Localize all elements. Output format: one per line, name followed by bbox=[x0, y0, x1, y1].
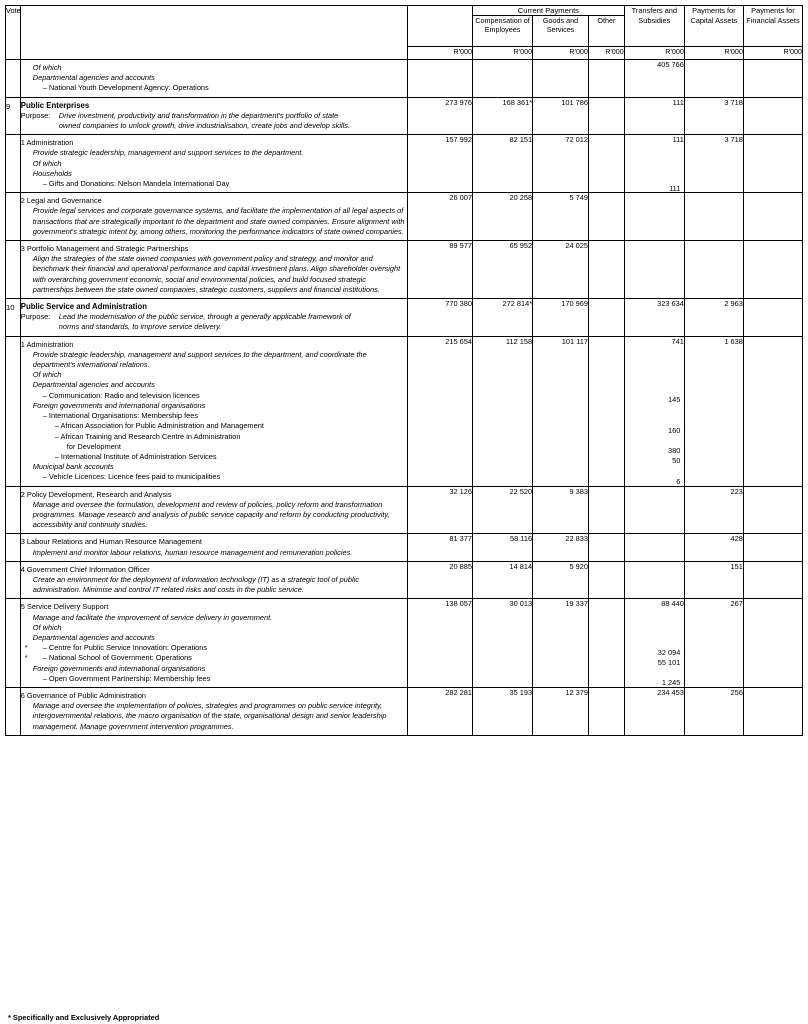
cell-compensation bbox=[473, 60, 533, 98]
header-other: Other bbox=[588, 16, 624, 47]
cell-total bbox=[407, 60, 472, 98]
cell-financial bbox=[743, 193, 802, 241]
detail-value: 55 101 bbox=[657, 657, 681, 667]
detail-line: Of which bbox=[32, 622, 62, 632]
cell-compensation: 272 814* bbox=[473, 299, 533, 337]
cell-total: 770 380 bbox=[407, 299, 472, 337]
detail-line: – African Training and Research Centre in Administration bbox=[54, 431, 241, 441]
cell-transfers: 111 bbox=[624, 135, 684, 193]
header-total-blank bbox=[407, 6, 472, 47]
programme-description: Provide strategic leadership, management and support services to the department. bbox=[32, 148, 304, 158]
cell-goods-services: 101 786 bbox=[533, 97, 589, 135]
programme-description: Provide strategic leadership, management and support services to the department, and coordinate the department's international relations. bbox=[32, 349, 367, 370]
cell-description bbox=[20, 336, 407, 486]
cell-capital: 256 bbox=[684, 687, 743, 735]
cell-other bbox=[588, 687, 624, 735]
cell-vote-number bbox=[6, 336, 21, 486]
cell-compensation: 22 520 bbox=[473, 486, 533, 534]
cell-goods-services: 24 025 bbox=[533, 241, 589, 299]
cell-vote-number bbox=[6, 241, 21, 299]
detail-line: Of which bbox=[32, 63, 62, 72]
cell-transfers: 111 bbox=[624, 97, 684, 135]
unit-other: R'000 bbox=[588, 47, 624, 60]
cell-description bbox=[20, 97, 407, 135]
cell-financial bbox=[743, 687, 802, 735]
table-row bbox=[6, 299, 803, 337]
header-row-top bbox=[6, 6, 803, 16]
cell-goods-services bbox=[533, 60, 589, 98]
detail-line: Municipal bank accounts bbox=[32, 462, 114, 472]
detail-line: Foreign governments and international organisations bbox=[32, 400, 206, 410]
cell-capital: 2 963 bbox=[684, 299, 743, 337]
cell-vote-number bbox=[6, 135, 21, 193]
cell-vote-number bbox=[6, 534, 21, 561]
cell-vote-number: 9 bbox=[6, 97, 21, 135]
cell-description bbox=[20, 135, 407, 193]
detail-line: – Gifts and Donations: Nelson Mandela International Day bbox=[42, 179, 230, 189]
cell-compensation: 58 116 bbox=[473, 534, 533, 561]
cell-transfers: 323 634 bbox=[624, 299, 684, 337]
cell-goods-services: 5 749 bbox=[533, 193, 589, 241]
header-current-payments: Current Payments bbox=[473, 6, 625, 16]
detail-line: – National Youth Development Agency: Operations bbox=[42, 83, 209, 93]
cell-transfers: 405 766 bbox=[624, 60, 684, 98]
cell-capital: 3 718 bbox=[684, 97, 743, 135]
cell-goods-services: 12 379 bbox=[533, 687, 589, 735]
detail-line: – Communication: Radio and television licences bbox=[42, 390, 200, 400]
detail-value: 6 bbox=[676, 476, 681, 486]
header-goods-services: Goods and Services bbox=[533, 16, 589, 47]
detail-line: – International Institute of Administration Services bbox=[54, 451, 217, 461]
cell-financial bbox=[743, 599, 802, 688]
programme-title: 4 Government Chief Information Officer bbox=[20, 564, 150, 574]
purpose-text: Drive investment, productivity and transformation in the department's portfolio of state owned companies to unlock growth, drive industrialisation, create jobs and develop skills. bbox=[58, 110, 351, 131]
programme-description: Create an environment for the deployment of information technology (IT) as a strategic tool of public administration. Minimise and control IT related risks and costs in the public service. bbox=[32, 574, 359, 595]
cell-other bbox=[588, 561, 624, 599]
cell-goods-services: 19 337 bbox=[533, 599, 589, 688]
cell-goods-services: 170 969 bbox=[533, 299, 589, 337]
programme-title: 3 Portfolio Management and Strategic Partnerships bbox=[20, 244, 189, 254]
cell-description bbox=[20, 299, 407, 337]
cell-other bbox=[588, 336, 624, 486]
cell-capital: 151 bbox=[684, 561, 743, 599]
cell-vote-number bbox=[6, 193, 21, 241]
detail-line: – African Association for Public Administration and Management bbox=[54, 421, 264, 431]
programme-description: Implement and monitor labour relations, human resource management and remuneration policies. bbox=[32, 547, 353, 557]
cell-other bbox=[588, 299, 624, 337]
cell-transfers bbox=[624, 561, 684, 599]
cell-vote-number: 10 bbox=[6, 299, 21, 337]
cell-total: 273 976 bbox=[407, 97, 472, 135]
detail-line: Departmental agencies and accounts bbox=[32, 380, 155, 390]
table-row bbox=[6, 60, 803, 98]
cell-description bbox=[20, 193, 407, 241]
table-row bbox=[6, 336, 803, 486]
header-spacer bbox=[20, 6, 407, 60]
detail-value: 32 094 bbox=[657, 647, 681, 657]
cell-compensation: 14 814 bbox=[473, 561, 533, 599]
detail-value: 145 bbox=[668, 395, 681, 405]
cell-transfers bbox=[624, 534, 684, 561]
cell-other bbox=[588, 486, 624, 534]
cell-compensation: 82 151 bbox=[473, 135, 533, 193]
cell-financial bbox=[743, 534, 802, 561]
purpose-text: Lead the modernisation of the public service, through a generally applicable framework of norms and standards, to improve service delivery. bbox=[58, 312, 351, 332]
cell-financial bbox=[743, 241, 802, 299]
cell-compensation: 20 258 bbox=[473, 193, 533, 241]
cell-transfers: 234 453 bbox=[624, 687, 684, 735]
cell-other bbox=[588, 534, 624, 561]
cell-other bbox=[588, 241, 624, 299]
header-compensation: Compensation of Employees bbox=[473, 16, 533, 47]
table-row bbox=[6, 486, 803, 534]
cell-compensation: 35 193 bbox=[473, 687, 533, 735]
programme-description: Manage and oversee the implementation of policies, strategies and programmes on public service integrity, intergovernmental relations, the macro organisation of the state, organisational design and senior leadership management. Manage government intervention programmes. bbox=[32, 701, 387, 731]
unit-total: R'000 bbox=[407, 47, 472, 60]
table-row bbox=[6, 193, 803, 241]
cell-capital: 267 bbox=[684, 599, 743, 688]
detail-line: – International Organisations: Membership fees bbox=[42, 411, 199, 421]
table-row bbox=[6, 135, 803, 193]
cell-total: 32 126 bbox=[407, 486, 472, 534]
table-row bbox=[6, 534, 803, 561]
programme-title: 5 Service Delivery Support bbox=[20, 602, 109, 612]
cell-compensation: 112 158 bbox=[473, 336, 533, 486]
cell-total: 138 057 bbox=[407, 599, 472, 688]
cell-description bbox=[20, 561, 407, 599]
cell-description bbox=[20, 534, 407, 561]
cell-other bbox=[588, 60, 624, 98]
cell-capital bbox=[684, 60, 743, 98]
unit-goods: R'000 bbox=[533, 47, 589, 60]
cell-vote-number bbox=[6, 599, 21, 688]
detail-line: Departmental agencies and accounts bbox=[32, 632, 155, 642]
detail-value: 1 245 bbox=[661, 678, 681, 688]
table-body bbox=[6, 60, 803, 736]
detail-line: * – National School of Government: Operations bbox=[24, 653, 192, 663]
cell-goods-services: 9 383 bbox=[533, 486, 589, 534]
detail-value: 160 bbox=[668, 425, 681, 435]
cell-capital: 223 bbox=[684, 486, 743, 534]
unit-compensation: R'000 bbox=[473, 47, 533, 60]
programme-title: 2 Legal and Governance bbox=[20, 196, 102, 206]
cell-financial bbox=[743, 97, 802, 135]
schedule-page bbox=[0, 5, 808, 1024]
cell-financial bbox=[743, 60, 802, 98]
cell-financial bbox=[743, 486, 802, 534]
cell-other bbox=[588, 599, 624, 688]
cell-description bbox=[20, 486, 407, 534]
detail-line: Foreign governments and international organisations bbox=[32, 663, 206, 673]
cell-total: 89 977 bbox=[407, 241, 472, 299]
detail-value: 111 bbox=[669, 183, 681, 193]
cell-transfers: 741 bbox=[624, 336, 684, 486]
vote-purpose bbox=[21, 111, 407, 131]
cell-other bbox=[588, 97, 624, 135]
cell-total: 282 281 bbox=[407, 687, 472, 735]
appropriation-table bbox=[5, 5, 803, 736]
cell-description bbox=[20, 687, 407, 735]
header-vote: Vote bbox=[6, 6, 21, 60]
cell-total: 26 007 bbox=[407, 193, 472, 241]
cell-capital: 1 638 bbox=[684, 336, 743, 486]
table-row bbox=[6, 599, 803, 688]
detail-line: for Development bbox=[66, 441, 121, 451]
cell-compensation: 65 952 bbox=[473, 241, 533, 299]
cell-description bbox=[20, 60, 407, 98]
programme-title: 1 Administration bbox=[20, 138, 74, 148]
asterisk-marker: * bbox=[24, 653, 28, 663]
table-row bbox=[6, 241, 803, 299]
purpose-label: Purpose: bbox=[20, 312, 51, 322]
cell-financial bbox=[743, 299, 802, 337]
detail-line: Of which bbox=[32, 370, 62, 380]
programme-title: 2 Policy Development, Research and Analysis bbox=[20, 489, 172, 499]
cell-compensation: 30 013 bbox=[473, 599, 533, 688]
cell-capital bbox=[684, 193, 743, 241]
programme-title: 6 Governance of Public Administration bbox=[20, 690, 147, 700]
unit-financial: R'000 bbox=[743, 47, 802, 60]
programme-description: Provide legal services and corporate governance systems, and facilitate the implementation of all legal aspects of transactions that are strategically important to the department and state owned companies. Ensure alignment with government's strategic intent by, among others, monitoring the performance indicators of state owned companies. bbox=[32, 206, 405, 236]
cell-compensation: 168 361* bbox=[473, 97, 533, 135]
table-row bbox=[6, 97, 803, 135]
header-payments-capital: Payments for Capital Assets bbox=[684, 6, 743, 47]
programme-description: Manage and oversee the formulation, development and review of policies, policy reform and transformation programmes. Manage research and analysis of public service capacity and reform by conducting productivity, accessibility and continuity studies. bbox=[32, 499, 390, 530]
cell-total: 215 654 bbox=[407, 336, 472, 486]
cell-capital bbox=[684, 241, 743, 299]
cell-vote-number bbox=[6, 687, 21, 735]
cell-vote-number bbox=[6, 60, 21, 98]
cell-other bbox=[588, 135, 624, 193]
cell-transfers: 88 440 bbox=[624, 599, 684, 688]
vote-purpose bbox=[21, 312, 407, 332]
cell-capital: 428 bbox=[684, 534, 743, 561]
detail-line: – Open Government Partnership: Membership fees bbox=[42, 673, 211, 683]
cell-total: 20 885 bbox=[407, 561, 472, 599]
cell-vote-number bbox=[6, 561, 21, 599]
cell-transfers bbox=[624, 193, 684, 241]
table-row bbox=[6, 687, 803, 735]
programme-title: 3 Labour Relations and Human Resource Management bbox=[20, 537, 202, 547]
cell-goods-services: 72 012 bbox=[533, 135, 589, 193]
cell-description bbox=[20, 241, 407, 299]
detail-value: 380 bbox=[668, 446, 681, 456]
vote-title: Public Service and Administration bbox=[20, 302, 147, 312]
header-transfers-subsidies: Transfers and Subsidies bbox=[624, 6, 684, 47]
table-row bbox=[6, 561, 803, 599]
cell-other bbox=[588, 193, 624, 241]
detail-line: * – Centre for Public Service Innovation: Operations bbox=[24, 643, 208, 653]
cell-capital: 3 718 bbox=[684, 135, 743, 193]
cell-financial bbox=[743, 561, 802, 599]
purpose-label: Purpose: bbox=[20, 110, 51, 120]
programme-title: 1 Administration bbox=[20, 339, 74, 349]
detail-line: Of which bbox=[32, 158, 62, 168]
cell-goods-services: 22 833 bbox=[533, 534, 589, 561]
programme-description: Align the strategies of the state owned companies with government policy and strategy, and monitor and benchmark their financial and operational performance and capital investment plans. Align shareholder oversight with overarching government economic, social and environmental policies, and build focused strategic partnerships between the state owned companies, strategic customers, suppliers and financial institutions. bbox=[32, 254, 401, 294]
header-payments-financial: Payments for Financial Assets bbox=[743, 6, 802, 47]
programme-description: Manage and facilitate the improvement of service delivery in government. bbox=[32, 612, 273, 622]
unit-capital: R'000 bbox=[684, 47, 743, 60]
detail-line: – Vehicle Licences: Licence fees paid to municipalities bbox=[42, 472, 221, 482]
cell-total: 81 377 bbox=[407, 534, 472, 561]
cell-total: 157 992 bbox=[407, 135, 472, 193]
detail-line: Departmental agencies and accounts bbox=[32, 73, 155, 83]
cell-financial bbox=[743, 336, 802, 486]
detail-value: 50 bbox=[672, 456, 681, 466]
detail-line: Households bbox=[32, 168, 72, 178]
cell-description bbox=[20, 599, 407, 688]
cell-financial bbox=[743, 135, 802, 193]
cell-goods-services: 5 920 bbox=[533, 561, 589, 599]
cell-transfers bbox=[624, 486, 684, 534]
unit-transfers: R'000 bbox=[624, 47, 684, 60]
asterisk-marker: * bbox=[24, 643, 28, 653]
cell-transfers bbox=[624, 241, 684, 299]
vote-title: Public Enterprises bbox=[20, 100, 90, 110]
footnote: * Specifically and Exclusively Appropriated bbox=[8, 1013, 160, 1022]
cell-goods-services: 101 117 bbox=[533, 336, 589, 486]
cell-vote-number bbox=[6, 486, 21, 534]
